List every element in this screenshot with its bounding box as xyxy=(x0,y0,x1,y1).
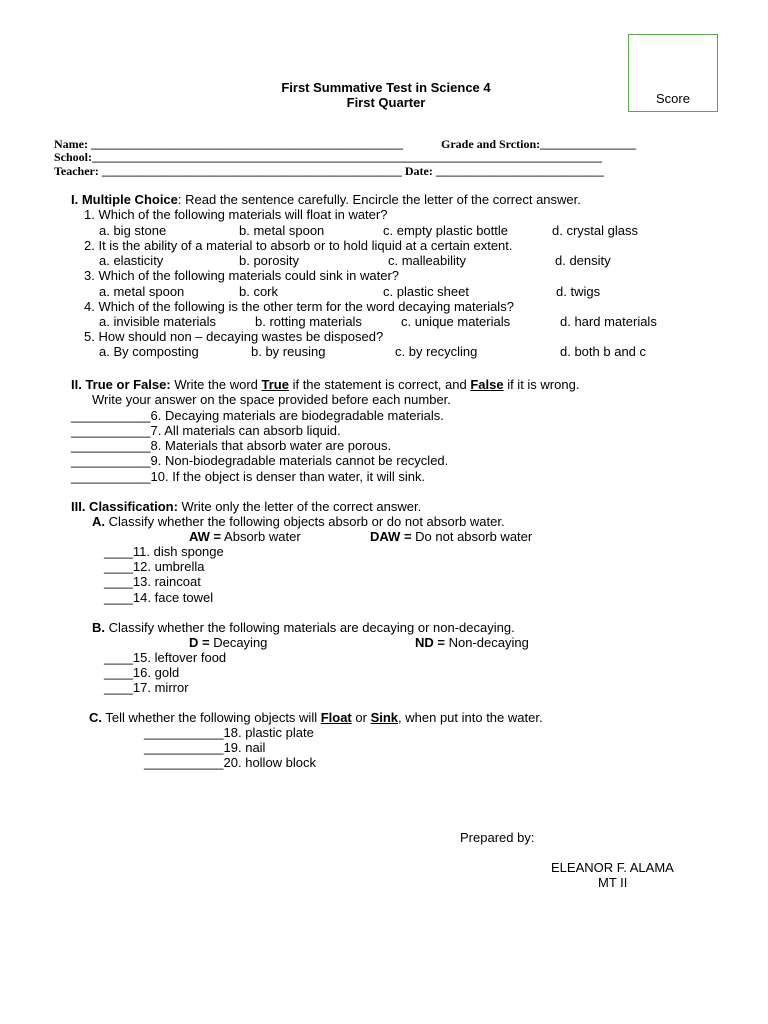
part3-c-label: C. xyxy=(89,710,102,725)
tf-item-7[interactable]: ___________7. All materials can absorb liquid. xyxy=(71,423,341,438)
tf-item-10[interactable]: ___________10. If the object is denser than water, it will sink. xyxy=(71,469,426,484)
part3-c-instruction xyxy=(89,710,543,725)
q2-choice-c[interactable]: c. malleability xyxy=(388,253,467,268)
key-nd xyxy=(415,635,529,650)
q2-choice-d[interactable]: d. density xyxy=(555,253,611,268)
prepared-by-label: Prepared by: xyxy=(460,830,535,845)
key-d-code: D = xyxy=(189,635,210,650)
part3-c-text-a: Tell whether the following objects will xyxy=(102,710,321,725)
teacher-date-field[interactable]: Teacher: __________________________________________________ Date: ____________________________ xyxy=(54,164,604,178)
part3-b-instruction xyxy=(92,620,515,635)
key-d-text: Decaying xyxy=(209,635,268,650)
part3-b-text: Classify whether the following materials are decaying or non-decaying. xyxy=(105,620,515,635)
q1-choice-d[interactable]: d. crystal glass xyxy=(552,223,638,238)
tf-item-9[interactable]: ___________9. Non-biodegradable materials cannot be recycled. xyxy=(71,453,449,468)
q2-choice-a[interactable]: a. elasticity xyxy=(99,253,164,268)
key-aw xyxy=(189,529,301,544)
part2-instr-b: if the statement is correct, and xyxy=(288,377,471,392)
part2-instr-a: Write the word xyxy=(170,377,262,392)
q4-choice-b[interactable]: b. rotting materials xyxy=(255,314,362,329)
q5-choice-a[interactable]: a. By composting xyxy=(99,344,199,359)
class-item-16[interactable]: ____16. gold xyxy=(104,665,180,680)
q5-choice-d[interactable]: d. both b and c xyxy=(560,344,647,359)
class-item-17[interactable]: ____17. mirror xyxy=(104,680,189,695)
part3-header xyxy=(71,499,421,514)
tf-item-6[interactable]: ___________6. Decaying materials are biodegradable materials. xyxy=(71,408,444,423)
key-nd-code: ND = xyxy=(415,635,445,650)
part1-heading: I. Multiple Choice xyxy=(71,192,178,207)
q5-choice-c[interactable]: c. by recycling xyxy=(395,344,478,359)
part1-instruction: : Read the sentence carefully. Encircle the letter of the correct answer. xyxy=(177,192,581,207)
question-3: 3. Which of the following materials could sink in water? xyxy=(84,268,400,283)
class-item-14[interactable]: ____14. face towel xyxy=(104,590,214,605)
float-word: Float xyxy=(320,710,352,725)
preparer-position: MT II xyxy=(598,875,628,890)
name-field[interactable]: Name: ____________________________________________________ xyxy=(54,137,403,151)
key-aw-text: Absorb water xyxy=(221,529,301,544)
tf-item-8[interactable]: ___________8. Materials that absorb water are porous. xyxy=(71,438,392,453)
question-5: 5. How should non – decaying wastes be disposed? xyxy=(84,329,384,344)
class-item-18[interactable]: ___________18. plastic plate xyxy=(144,725,314,740)
part1-header xyxy=(71,192,581,207)
part3-b-label: B. xyxy=(92,620,105,635)
q3-choice-a[interactable]: a. metal spoon xyxy=(99,284,185,299)
score-label: Score xyxy=(656,91,690,106)
class-item-12[interactable]: ____12. umbrella xyxy=(104,559,205,574)
false-word: False xyxy=(470,377,504,392)
part2-instr-c: if it is wrong. xyxy=(503,377,580,392)
grade-section-field[interactable]: Grade and Srction:________________ xyxy=(441,137,637,151)
q1-choice-c[interactable]: c. empty plastic bottle xyxy=(383,223,508,238)
part3-instruction: Write only the letter of the correct answer. xyxy=(177,499,422,514)
preparer-name: ELEANOR F. ALAMA xyxy=(551,860,674,875)
part3-a-label: A. xyxy=(92,514,105,529)
part3-c-text-c: , when put into the water. xyxy=(398,710,543,725)
test-title: First Summative Test in Science 4 xyxy=(281,80,491,95)
q3-choice-b[interactable]: b. cork xyxy=(239,284,279,299)
key-daw-text: Do not absorb water xyxy=(411,529,533,544)
part3-a-text: Classify whether the following objects absorb or do not absorb water. xyxy=(105,514,505,529)
class-item-13[interactable]: ____13. raincoat xyxy=(104,574,201,589)
q1-choice-b[interactable]: b. metal spoon xyxy=(239,223,325,238)
q2-choice-b[interactable]: b. porosity xyxy=(239,253,299,268)
key-d xyxy=(189,635,267,650)
part3-heading: III. Classification: xyxy=(71,499,178,514)
key-daw xyxy=(370,529,532,544)
true-word: True xyxy=(261,377,289,392)
q4-choice-d[interactable]: d. hard materials xyxy=(560,314,657,329)
key-nd-text: Non-decaying xyxy=(444,635,529,650)
test-subtitle: First Quarter xyxy=(346,95,426,110)
class-item-15[interactable]: ____15. leftover food xyxy=(104,650,227,665)
question-1: 1. Which of the following materials will float in water? xyxy=(84,207,388,222)
key-aw-code: AW = xyxy=(189,529,222,544)
q4-choice-c[interactable]: c. unique materials xyxy=(401,314,511,329)
part2-heading: II. True or False: xyxy=(71,377,171,392)
class-item-11[interactable]: ____11. dish sponge xyxy=(104,544,224,559)
school-field[interactable]: School:_____________________________________________________________________________________ xyxy=(54,150,603,164)
part3-c-text-b: or xyxy=(351,710,371,725)
q4-choice-a[interactable]: a. invisible materials xyxy=(99,314,217,329)
q1-choice-a[interactable]: a. big stone xyxy=(99,223,167,238)
q3-choice-d[interactable]: d. twigs xyxy=(556,284,601,299)
class-item-19[interactable]: ___________19. nail xyxy=(144,740,266,755)
part2-instruction-line2: Write your answer on the space provided before each number. xyxy=(92,392,451,407)
part2-header xyxy=(71,377,579,392)
class-item-20[interactable]: ___________20. hollow block xyxy=(144,755,317,770)
key-daw-code: DAW = xyxy=(370,529,412,544)
part3-a-instruction xyxy=(92,514,505,529)
q3-choice-c[interactable]: c. plastic sheet xyxy=(383,284,469,299)
question-4: 4. Which of the following is the other term for the word decaying materials? xyxy=(84,299,514,314)
q5-choice-b[interactable]: b. by reusing xyxy=(251,344,326,359)
sink-word: Sink xyxy=(370,710,399,725)
question-2: 2. It is the ability of a material to absorb or to hold liquid at a certain extent. xyxy=(84,238,513,253)
